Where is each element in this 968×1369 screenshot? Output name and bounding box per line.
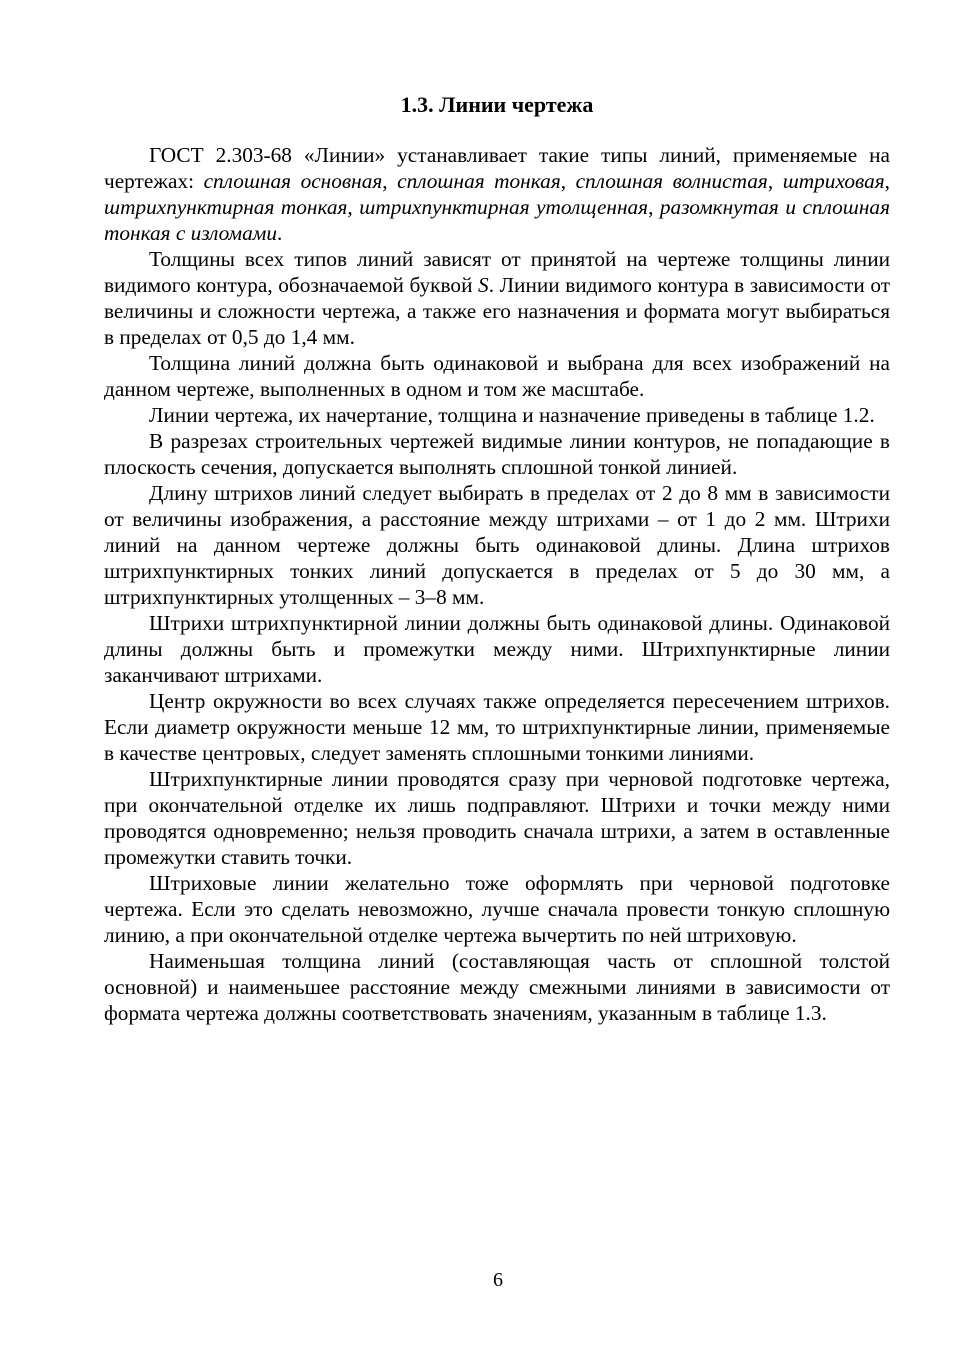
line-type-term: сплошная волнистая (575, 169, 768, 193)
line-type-term: штрихпунктирная тонкая (104, 195, 348, 219)
separator: , (347, 195, 360, 219)
paragraph-line-types (104, 142, 890, 246)
body-text (104, 142, 890, 1026)
paragraph-dash-dot-lines: Штрихи штрихпунктирной линии должны быть одинаковой длины. Одинаковой длины должны быть и промежутки между ними. Штрихпунктирные линии заканчивают штрихами. (104, 611, 890, 687)
line-type-term: штриховая (782, 169, 885, 193)
separator: , (648, 195, 660, 219)
separator: , (560, 169, 576, 193)
paragraph-line-thickness (104, 246, 890, 350)
separator: , (767, 169, 783, 193)
line-type-term: сплошная тонкая (397, 169, 561, 193)
paragraph-sections: В разрезах строительных чертежей видимые линии контуров, не попадающие в плоскость сечения, допускается выполнять сплошной тонкой линией. (104, 429, 890, 479)
separator: , (884, 169, 890, 193)
separator: , (382, 169, 398, 193)
section-heading: 1.3. Линии чертежа (400, 92, 594, 117)
line-type-term: сплошная основная (203, 169, 383, 193)
thickness-symbol: S (478, 273, 489, 297)
paragraph-dashed-drafting: Штриховые линии желательно тоже оформлять при черновой подготовке чертежа. Если это сделать невозможно, лучше сначала провести тонкую сплошную линию, а при окончательной отделке чертежа вычертить по ней штриховую. (104, 871, 890, 947)
page-number: 6 (493, 1269, 503, 1291)
line-type-term: штрихпунктирная утолщенная (359, 195, 649, 219)
paragraph-text: ГОСТ 2.303-68 «Линии» устанавливает такие типы линий, применяемые на чертежах: (104, 143, 890, 193)
paragraph-minimum-thickness: Наименьшая толщина линий (составляющая часть от сплошной толстой основной) и наименьшее расстояние между смежными линиями в зависимости от формата чертежа должны соответствовать значениям, указанным в таблице 1.3. (104, 949, 890, 1025)
paragraph-table-reference: Линии чертежа, их начертание, толщина и назначение приведены в таблице 1.2. (149, 403, 875, 427)
paragraph-text: Толщины всех типов линий зависят от принятой на чертеже толщины линии видимого контура, обозначаемой буквой (104, 247, 890, 297)
paragraph-text: . Линии видимого контура в зависимости от величины и сложности чертежа, а также его назначения и формата могут выбираться в пределах от 0,5 до 1,4 мм. (104, 273, 890, 349)
paragraph-equal-thickness: Толщина линий должна быть одинаковой и выбрана для всех изображений на данном чертеже, выполненных в одном и том же масштабе. (104, 351, 890, 401)
line-type-term: разомкнутая и сплошная тонкая с изломами (104, 195, 890, 245)
separator: . (276, 221, 283, 245)
paragraph-dash-dot-drafting: Штрихпунктирные линии проводятся сразу при черновой подготовке чертежа, при окончательной отделке их лишь подправляют. Штрихи и точки между ними проводятся одновременно; нельзя проводить сначала штрихи, а затем в оставленные промежутки ставить точки. (104, 767, 890, 869)
paragraph-dash-length: Длину штрихов линий следует выбирать в пределах от 2 до 8 мм в зависимости от величины изображения, а расстояние между штрихами – от 1 до 2 мм. Штрихи линий на данном чертеже должны быть одинаковой длины. Длина штрихов штрихпунктирных тонких линий допускается в пределах от 5 до 30 мм, а штрихпунктирных утолщенных – 3–8 мм. (104, 481, 890, 609)
paragraph-circle-center: Центр окружности во всех случаях также определяется пересечением штрихов. Если диаметр окружности меньше 12 мм, то штрихпунктирные линии, применяемые в качестве центровых, следует заменять сплошными тонкими линиями. (104, 689, 890, 765)
